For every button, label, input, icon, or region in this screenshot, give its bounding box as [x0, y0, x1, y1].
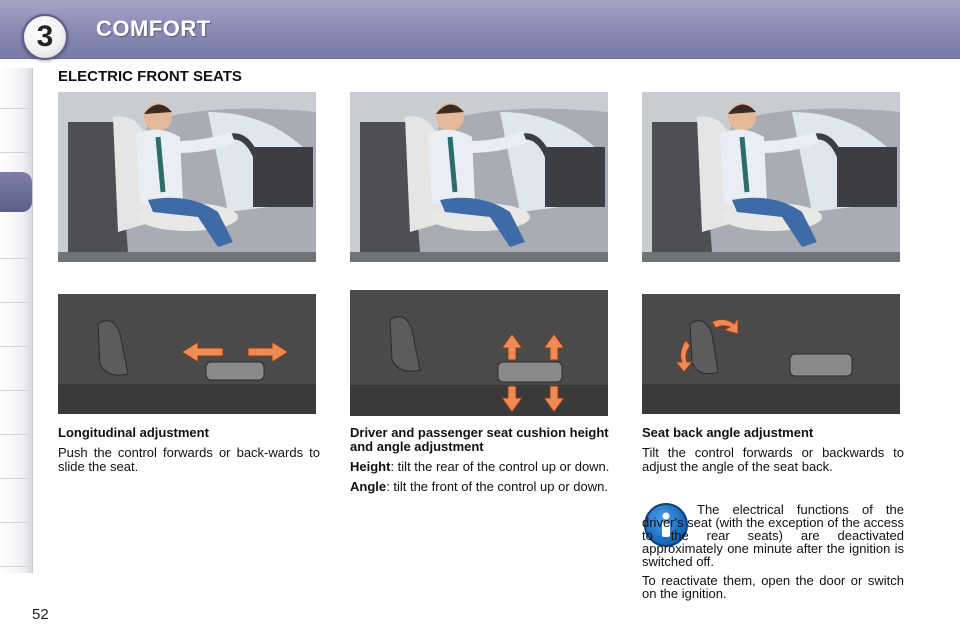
control-photo-height [350, 290, 608, 416]
side-tab-5[interactable] [0, 262, 30, 303]
text-longitudinal: Push the control forwards or back-wards to slide the seat. [58, 445, 320, 474]
side-tab-3-active[interactable] [0, 172, 32, 212]
chapter-number-badge: 3 [22, 14, 68, 60]
text-column-seatback [642, 426, 904, 480]
info-note [642, 503, 904, 600]
chapter-side-tabs [0, 68, 33, 573]
section-title: ELECTRIC FRONT SEATS [58, 68, 242, 85]
side-tab-8[interactable] [0, 394, 30, 435]
side-tab-10[interactable] [0, 482, 30, 523]
info-paragraph-2: To reactivate them, open the door or switch on the ignition. [642, 573, 904, 601]
info-paragraph-1: The electrical functions of the driver's seat (with the exception of the access to the rear seats) are deactivated approximately one minute after the ignition is switched off. [642, 502, 904, 569]
side-tab-11[interactable] [0, 526, 30, 567]
chapter-header [0, 0, 960, 59]
text-height [350, 460, 612, 474]
text-angle [350, 480, 612, 494]
text-seatback: Tilt the control forwards or backwards to adjust the angle of the seat back. [642, 445, 904, 474]
side-tab-2[interactable] [0, 112, 30, 153]
page-number: 52 [32, 606, 49, 623]
control-photo-seatback [642, 294, 900, 414]
heading-height-angle: Driver and passenger seat cushion height and angle adjustment [350, 425, 609, 454]
text-column-height [350, 426, 612, 500]
label-height: Height [350, 459, 391, 474]
label-angle: Angle [350, 479, 387, 494]
text-angle-desc: : tilt the front of the control up or down. [386, 479, 608, 494]
seat-photo-seatback [642, 92, 900, 262]
side-tab-1[interactable] [0, 68, 30, 109]
seat-photo-height [350, 92, 608, 262]
heading-seatback: Seat back angle adjustment [642, 425, 814, 440]
seat-photo-longitudinal [58, 92, 316, 262]
side-tab-4[interactable] [0, 218, 30, 259]
text-height-desc: : tilt the rear of the control up or down. [390, 459, 610, 474]
chapter-title: COMFORT [96, 16, 211, 41]
side-tab-7[interactable] [0, 350, 30, 391]
text-column-longitudinal [58, 426, 320, 480]
side-tab-9[interactable] [0, 438, 30, 479]
side-tab-6[interactable] [0, 306, 30, 347]
heading-longitudinal: Longitudinal adjustment [58, 425, 209, 440]
control-photo-longitudinal [58, 294, 316, 414]
